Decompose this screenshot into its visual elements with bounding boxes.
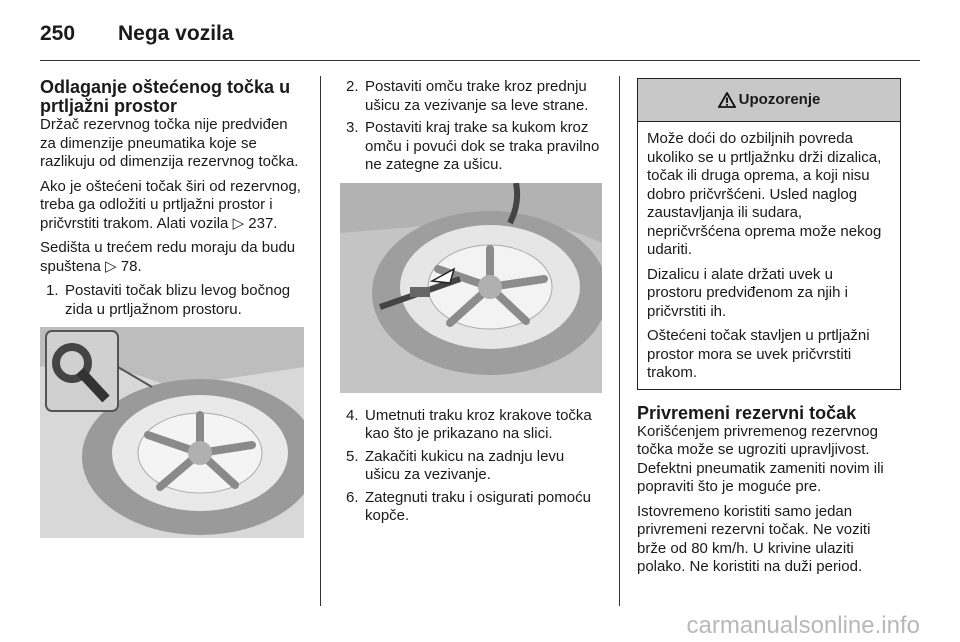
- warning-triangle-icon: [718, 92, 736, 108]
- section-heading-damaged-wheel: Odlaganje oštećenog točka u prtljažni prostor: [40, 77, 291, 116]
- paragraph: Može doći do ozbiljnih povreda ukoliko se u prtljažnku drži dizalica, točak ili druga oprema, a koji nisu dobro pričvršćeni. Usled naglog zaustavljanja ili sudara, nepričvršćena oprema može nekog udariti.: [647, 130, 882, 258]
- wheel-in-trunk-photo: [40, 327, 304, 538]
- list-item: 1. Postaviti točak blizu levog bočnog zida u prtljažnom prostoru.: [46, 282, 291, 318]
- paragraph: Oštećeni točak stavljen u prtljažni prostor mora se uvek pričvrstiti trakom.: [647, 327, 870, 381]
- steps-list: [340, 78, 602, 175]
- steps-list: [40, 282, 305, 319]
- column-divider-1: [320, 76, 321, 606]
- page-number: 250: [40, 22, 76, 45]
- strap-through-spokes-photo: [340, 183, 602, 393]
- column-1: [40, 78, 305, 538]
- column-2: [340, 78, 602, 534]
- column-3: [637, 78, 901, 583]
- paragraph: Sedišta u trećem redu moraju da budu spuštena ▷ 78.: [40, 239, 296, 275]
- warning-body: [638, 122, 900, 389]
- list-item: 2. Postaviti omču trake kroz prednju ušicu za vezivanje sa leve strane.: [346, 78, 589, 114]
- paragraph: Istovremeno koristiti samo jedan privremeni rezervni točak. Ne voziti brže od 80 km/h. U krivine ulaziti polako. Ne koristiti na duži period.: [637, 502, 871, 575]
- watermark: carmanualsonline.info: [686, 612, 920, 639]
- arrow-reference-icon: ▷: [232, 214, 245, 232]
- page-reference[interactable]: 78.: [120, 257, 142, 275]
- list-item: 6. Zategnuti traku i osigurati pomoću kopče.: [346, 488, 591, 524]
- page-header: [40, 22, 234, 46]
- list-item: 5. Zakačiti kukicu na zadnju levu ušicu za vezivanje.: [346, 447, 565, 483]
- column-divider-2: [619, 76, 620, 606]
- page-title: Nega vozila: [118, 22, 234, 45]
- list-item: 3. Postaviti kraj trake sa kukom kroz omču i povući dok se traka pravilno ne zategne za ušicu.: [346, 119, 600, 173]
- list-item: 4. Umetnuti traku kroz krakove točka kao što je prikazano na slici.: [346, 406, 592, 442]
- warning-box: [637, 78, 901, 390]
- paragraph: Držač rezervnog točka nije predviđen za dimenzije pneumatika koje se razlikuju od dimenzija rezervnog točka.: [40, 116, 299, 170]
- section-heading-temporary-spare: Privremeni rezervni točak: [637, 402, 857, 423]
- page-reference[interactable]: 237.: [248, 214, 278, 232]
- paragraph: Ako je oštećeni točak širi od rezervnog, treba ga odložiti u prtljažni prostor i pričvrstiti trakom. Alati vozila ▷ 237.: [40, 177, 301, 232]
- paragraph: Korišćenjem privremenog rezervnog točka može se ugroziti upravljivost. Defektni pneumatik zameniti novim ili popraviti što je moguće pre.: [637, 422, 884, 495]
- steps-list: [340, 407, 602, 526]
- warning-title: Upozorenje: [738, 90, 821, 108]
- arrow-reference-icon: ▷: [105, 257, 117, 275]
- paragraph: Dizalicu i alate držati uvek u prostoru predviđenom za njih i pričvrstiti ih.: [647, 265, 848, 320]
- header-rule: [40, 60, 920, 61]
- warning-header: [638, 79, 900, 122]
